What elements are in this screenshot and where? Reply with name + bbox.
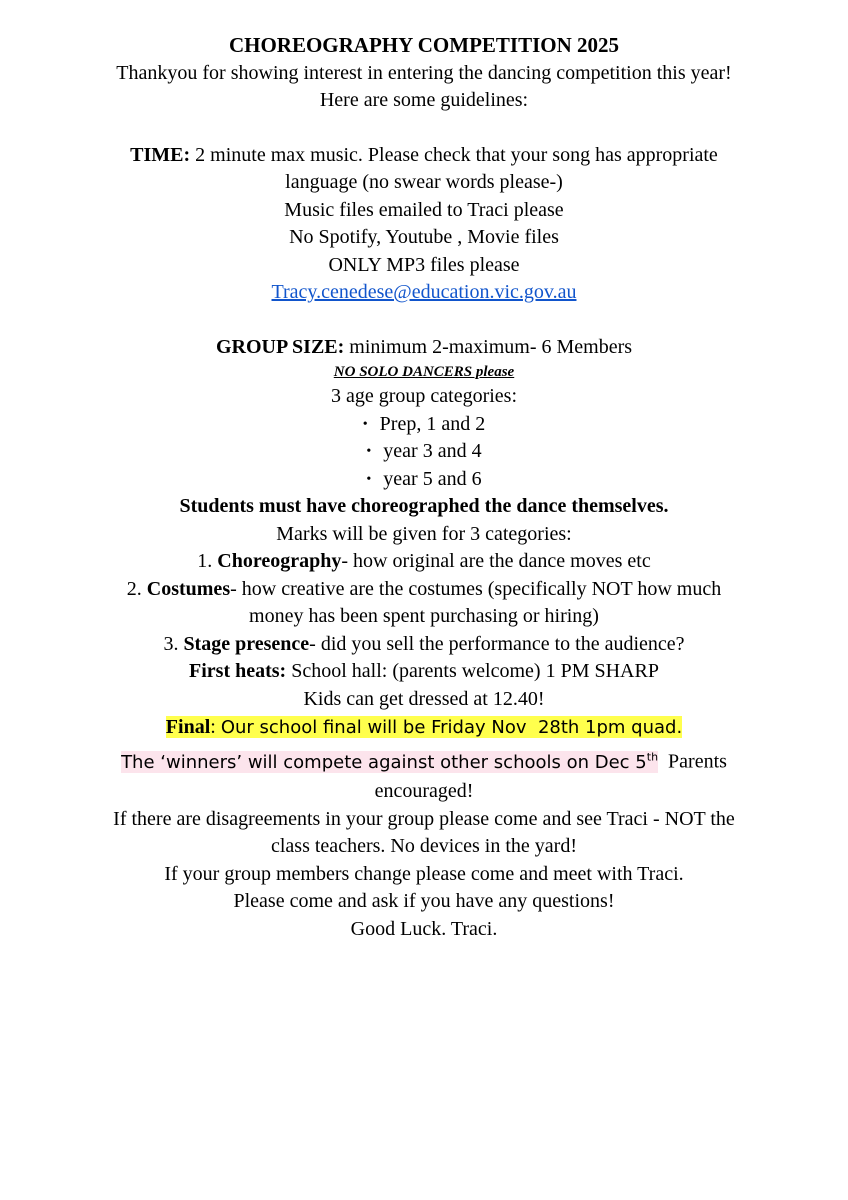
category-label: Stage presence [183,632,310,655]
dress-time-note: Kids can get dressed at 12.40! [303,687,545,710]
group-size-text: minimum 2-maximum- 6 Members [344,335,633,358]
category-text: - how creative are the costumes (specifically NOT how much money has been spent purchasing or hiring) [230,577,727,627]
final-announcement [108,713,740,742]
category-item-1 [108,548,740,576]
music-rule-3: ONLY MP3 files please [328,253,520,276]
music-rule-1: Music files emailed to Traci please [284,198,564,221]
winners-ordinal-suffix: th [646,750,659,763]
category-number: 1. [197,550,213,572]
marks-intro: Marks will be given for 3 categories: [276,522,572,545]
age-group-item [108,438,740,466]
first-heats-text: School hall: (parents welcome) 1 PM SHARP [286,660,659,682]
winners-text: The ‘winners’ will compete against other schools on Dec 5 [121,751,647,773]
bullet-icon: • [366,471,372,487]
category-text: - did you sell the performance to the audience? [309,632,685,655]
category-label: Choreography [217,550,342,572]
category-number: 2. [126,577,142,600]
winners-announcement [108,742,740,806]
blank-line [108,307,740,334]
final-text: Our school final will be Friday Nov 28th 1pm quad. [220,717,683,738]
no-solo-note: NO SOLO DANCERS please [333,364,515,380]
pink-highlight [121,751,658,773]
intro-line-1: Thankyou for showing interest in entering the dancing competition this year! [116,61,732,84]
final-separator: : [210,716,221,738]
yellow-highlight [166,716,682,738]
age-group-label: year 5 and 6 [383,467,482,490]
category-item-2 [108,576,740,631]
time-label: TIME: [130,143,191,166]
first-heats-label: First heats: [189,660,287,682]
intro-line-2: Here are some guidelines: [319,89,529,111]
age-group-label: Prep, 1 and 2 [379,412,486,435]
bullet-icon: • [362,416,368,432]
blank-line [108,115,740,142]
category-number: 3. [163,632,179,655]
group-size-rule [108,334,740,362]
category-text: - how original are the dance moves etc [341,550,651,572]
category-label: Costumes [146,577,231,600]
questions-note: Please come and ask if you have any questions! [233,890,615,913]
group-size-label: GROUP SIZE: [215,335,345,358]
bullet-icon: • [366,444,372,459]
member-change-note: If your group members change please come and meet with Traci. [164,862,684,885]
winners-after-text: Parents encouraged! [374,750,732,802]
age-group-label: year 3 and 4 [383,440,482,462]
document-page [108,0,740,943]
email-link[interactable]: Tracy.cenedese@education.vic.gov.au [271,281,577,303]
final-label: Final [165,716,211,738]
music-rule-2: No Spotify, Youtube , Movie files [289,226,559,248]
email-line [108,279,740,307]
age-groups-intro: 3 age group categories: [330,385,518,407]
signoff: Good Luck. Traci. [350,917,498,940]
first-heats-rule [108,658,740,686]
document-title: CHOREOGRAPHY COMPETITION 2025 [228,33,620,57]
age-group-item [108,466,740,494]
disagreements-note: If there are disagreements in your group please come and see Traci - NOT the class teachers. No devices in the yard! [113,807,740,858]
category-item-3 [108,631,740,659]
time-rule [108,142,740,197]
time-text: 2 minute max music. Please check that your song has appropriate language (no swear words please-) [190,143,723,193]
age-group-item [108,411,740,439]
choreographed-rule: Students must have choreographed the dance themselves. [179,495,669,517]
